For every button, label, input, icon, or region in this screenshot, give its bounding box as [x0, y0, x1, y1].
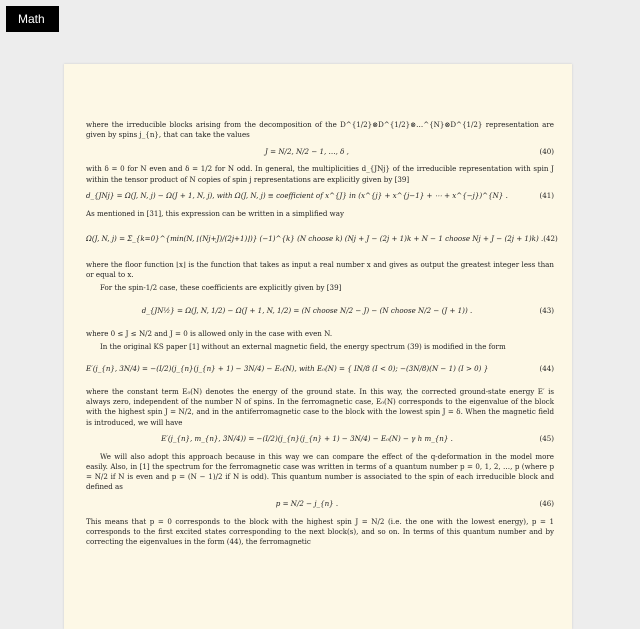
equation-41: [86, 190, 554, 203]
equation-number: (42): [543, 233, 558, 243]
equation-body: d_{JN½} = Ω(J, N, 1/2) − Ω(J + 1, N, 1/2) = (N choose N/2 − J) − (N choose N/2 − (J + 1)) .: [141, 305, 473, 315]
paragraph: where the floor function ⌊x⌋ is the function that takes as input a real number x and gives as output the greatest integer less than or equal to x.: [86, 260, 554, 280]
equation-number: (44): [539, 363, 554, 373]
equation-42: [86, 224, 558, 254]
equation-45: [86, 433, 554, 446]
paragraph: where 0 ≤ J ≤ N/2 and J = 0 is allowed only in the case with even N.: [86, 328, 333, 338]
paragraph: As mentioned in [31], this expression can be written in a simplified way: [86, 208, 344, 218]
equation-40: [86, 145, 554, 158]
equation-43: [86, 299, 554, 323]
paragraph: where the constant term E₀(N) denotes the energy of the ground state. In this way, the corrected ground-state energy E′ is always zero, independent of the number N of spins. In the ferromagnetic case, E₀(N) corresponds to the eigenvalue of the block with the highest spin J = N/2, and in the antiferromagnetic case to the block with the lowest spin J = δ. When the magnetic field is introduced, we will have: [86, 387, 554, 427]
equation-body: E′(j_{n}, m_{n}, 3N/4)) = −(I/2)(j_{n}(j_{n} + 1) − 3N/4) − E₀(N) − γ h m_{n} .: [161, 434, 453, 444]
paragraph: In the original KS paper [1] without an external magnetic field, the energy spectrum (39) is modified in the form: [100, 341, 506, 351]
paragraph: This means that p = 0 corresponds to the block with the highest spin J = N/2 (i.e. the one with the lowest energy), p = 1 corresponds to the first excited states corresponding to the next block(s), and so on. In terms of this quantum number and by correcting the eigenvalues in the form (44), the ferromagnetic: [86, 516, 554, 547]
equation-44: [86, 357, 554, 381]
paragraph: where the irreducible blocks arising from the decomposition of the D^{1/2}⊗D^{1/2}⊗…^{N}⊗D^{1/2} representation are given by spins j_{n}, that can take the values: [86, 120, 554, 140]
equation-body: J = N/2, N/2 − 1, …, δ ,: [265, 146, 349, 156]
paragraph: For the spin-1/2 case, these coefficients are explicitly given by [39]: [100, 283, 342, 293]
equation-number: (43): [539, 305, 554, 315]
equation-46: [86, 498, 554, 511]
paper-page: [64, 64, 572, 629]
paragraph: with δ = 0 for N even and δ = 1/2 for N odd. In general, the multiplicities d_{JNj} of the irreducible representation with spin J within the tensor product of N copies of spin j representations are explicitly given by [39]: [86, 164, 554, 184]
page-content: [86, 120, 558, 550]
paragraph: We will also adopt this approach because in this way we can compare the effect of the q-deformation in the model more easily. Also, in [1] the spectrum for the ferromagnetic case was written in terms of a quantum number p = 0, 1, 2, …, p (where p = N/2 if N is even and p = (N − 1)/2 if N is odd). This quantum number is associated to the spin of each irreducible block and defined as: [86, 451, 554, 492]
equation-body: E′(j_{n}, 3N/4) = −(I/2)(j_{n}(j_{n} + 1) − 3N/4) − E₀(N), with E₀(N) = { IN/8 (I < 0); −(3N/8)(N − 1) (I > 0) }: [86, 363, 489, 373]
equation-body: Ω(J, N, j) = Σ_{k=0}^{min(N, ⌊(Nj+J)/(2j+1)⌋)} (−1)^{k} (N choose k) (Nj + J − (2j + 1)k + N − 1 choose Nj + J − (2j + 1)k) .: [86, 233, 544, 243]
equation-number: (46): [539, 499, 554, 509]
category-badge: Math: [6, 6, 59, 32]
equation-number: (45): [539, 434, 554, 444]
equation-number: (40): [539, 146, 554, 156]
equation-number: (41): [539, 191, 554, 201]
equation-body: d_{JNj} = Ω(J, N, j) − Ω(J + 1, N, j), with Ω(J, N, j) ≡ coefficient of x^{J} in (x^{j} + x^{j−1} + ⋯ + x^{−j})^{N} .: [86, 191, 508, 201]
equation-body: p = N/2 − j_{n} .: [275, 499, 339, 509]
